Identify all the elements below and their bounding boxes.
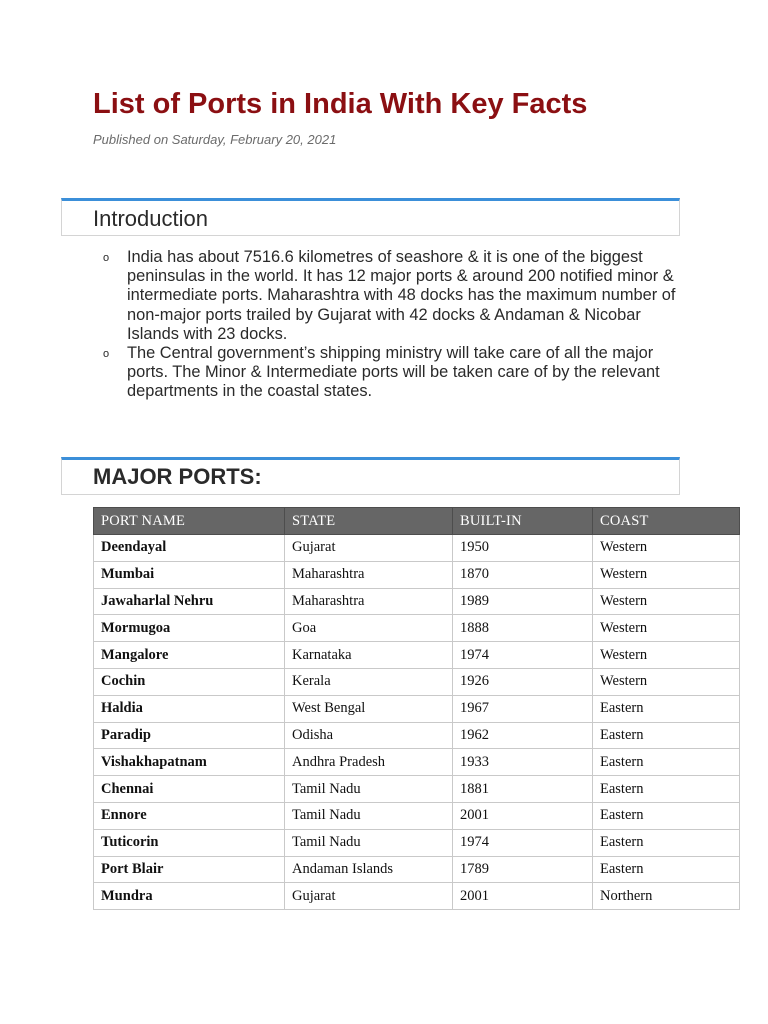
coast-cell: Eastern	[593, 749, 740, 776]
state-cell: Gujarat	[285, 535, 453, 562]
coast-cell: Western	[593, 588, 740, 615]
port-name-cell: Mormugoa	[94, 615, 285, 642]
port-name-cell: Port Blair	[94, 856, 285, 883]
major-ports-table	[93, 507, 740, 910]
built-in-cell: 1881	[453, 776, 593, 803]
port-name-cell: Tuticorin	[94, 829, 285, 856]
coast-cell: Northern	[593, 883, 740, 910]
coast-cell: Western	[593, 535, 740, 562]
port-name-cell: Deendayal	[94, 535, 285, 562]
table-row	[94, 615, 740, 642]
coast-cell: Eastern	[593, 802, 740, 829]
bullet-text: The Central government’s shipping ministry will take care of all the major ports. The Minor & Intermediate ports will be taken care of by the relevant departments in the coastal states.	[127, 344, 660, 401]
state-cell: Kerala	[285, 668, 453, 695]
table-body	[94, 535, 740, 910]
publish-date: Published on Saturday, February 20, 2021	[93, 132, 337, 147]
major-ports-section-header	[61, 457, 680, 495]
state-cell: Tamil Nadu	[285, 802, 453, 829]
table-row	[94, 749, 740, 776]
coast-cell: Eastern	[593, 695, 740, 722]
table-header-row	[94, 508, 740, 535]
introduction-section-header	[61, 198, 680, 236]
built-in-cell: 1974	[453, 642, 593, 669]
built-in-cell: 2001	[453, 883, 593, 910]
coast-cell: Eastern	[593, 856, 740, 883]
port-name-cell: Chennai	[94, 776, 285, 803]
page-title: List of Ports in India With Key Facts	[93, 88, 588, 120]
table-row	[94, 535, 740, 562]
built-in-cell: 1888	[453, 615, 593, 642]
port-name-cell: Jawaharlal Nehru	[94, 588, 285, 615]
state-cell: Odisha	[285, 722, 453, 749]
column-header-built-in: BUILT-IN	[453, 508, 593, 535]
bullet-text: India has about 7516.6 kilometres of seashore & it is one of the biggest peninsulas in the world. It has 12 major ports & around 200 notified minor & intermediate ports. Maharashtra with 48 docks has the maximum number of non-major ports trailed by Gujarat with 42 docks & Andaman & Nicobar Islands with 23 docks.	[127, 248, 676, 343]
port-name-cell: Haldia	[94, 695, 285, 722]
state-cell: West Bengal	[285, 695, 453, 722]
state-cell: Maharashtra	[285, 588, 453, 615]
built-in-cell: 1950	[453, 535, 593, 562]
state-cell: Andhra Pradesh	[285, 749, 453, 776]
circle-bullet-icon: o	[103, 252, 110, 264]
state-cell: Tamil Nadu	[285, 829, 453, 856]
table-row	[94, 668, 740, 695]
table-row	[94, 588, 740, 615]
introduction-bullet-list	[100, 248, 690, 402]
built-in-cell: 1974	[453, 829, 593, 856]
table-row	[94, 695, 740, 722]
built-in-cell: 1870	[453, 561, 593, 588]
circle-bullet-icon: o	[103, 348, 110, 361]
state-cell: Tamil Nadu	[285, 776, 453, 803]
coast-cell: Western	[593, 668, 740, 695]
port-name-cell: Mundra	[94, 883, 285, 910]
state-cell: Goa	[285, 615, 453, 642]
major-ports-heading: MAJOR PORTS:	[93, 464, 262, 489]
coast-cell: Western	[593, 615, 740, 642]
port-name-cell: Mumbai	[94, 561, 285, 588]
built-in-cell: 1989	[453, 588, 593, 615]
table-row	[94, 856, 740, 883]
built-in-cell: 1933	[453, 749, 593, 776]
port-name-cell: Ennore	[94, 802, 285, 829]
state-cell: Gujarat	[285, 883, 453, 910]
table-row	[94, 776, 740, 803]
state-cell: Andaman Islands	[285, 856, 453, 883]
column-header-coast: COAST	[593, 508, 740, 535]
coast-cell: Eastern	[593, 722, 740, 749]
port-name-cell: Cochin	[94, 668, 285, 695]
state-cell: Karnataka	[285, 642, 453, 669]
table-row	[94, 561, 740, 588]
built-in-cell: 2001	[453, 802, 593, 829]
introduction-heading: Introduction	[93, 206, 208, 231]
coast-cell: Eastern	[593, 829, 740, 856]
port-name-cell: Vishakhapatnam	[94, 749, 285, 776]
column-header-port-name: PORT NAME	[94, 508, 285, 535]
state-cell: Maharashtra	[285, 561, 453, 588]
built-in-cell: 1962	[453, 722, 593, 749]
table-row	[94, 722, 740, 749]
built-in-cell: 1926	[453, 668, 593, 695]
coast-cell: Eastern	[593, 776, 740, 803]
table-row	[94, 829, 740, 856]
built-in-cell: 1967	[453, 695, 593, 722]
table-row	[94, 802, 740, 829]
column-header-state: STATE	[285, 508, 453, 535]
coast-cell: Western	[593, 642, 740, 669]
list-item	[100, 248, 690, 344]
list-item	[100, 344, 690, 402]
port-name-cell: Mangalore	[94, 642, 285, 669]
table-row	[94, 883, 740, 910]
coast-cell: Western	[593, 561, 740, 588]
port-name-cell: Paradip	[94, 722, 285, 749]
table-row	[94, 642, 740, 669]
built-in-cell: 1789	[453, 856, 593, 883]
